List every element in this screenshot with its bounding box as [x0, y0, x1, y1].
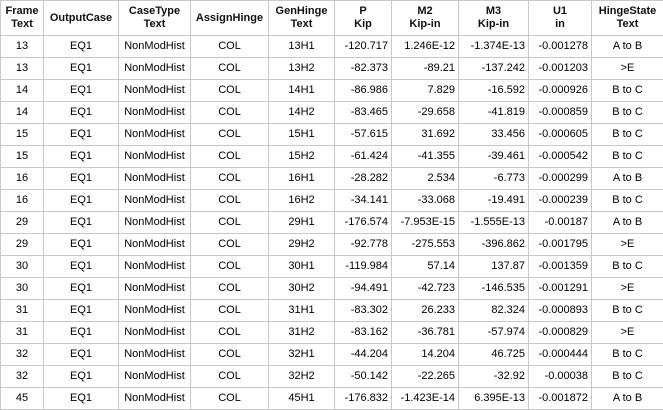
header-unit: Kip-in — [409, 18, 441, 30]
cell-u1[interactable]: -0.00187 — [529, 212, 592, 234]
cell-genhinge[interactable]: 15H2 — [269, 146, 335, 168]
cell-casetype[interactable]: NonModHist — [119, 146, 191, 168]
cell-casetype[interactable]: NonModHist — [119, 102, 191, 124]
header-title: CaseType — [128, 5, 181, 17]
cell-u1[interactable]: -0.000829 — [529, 322, 592, 344]
cell-genhinge[interactable]: 13H2 — [269, 58, 335, 80]
cell-genhinge[interactable]: 29H1 — [269, 212, 335, 234]
cell-outputcase[interactable]: EQ1 — [44, 58, 119, 80]
cell-m3[interactable]: -41.819 — [459, 102, 529, 124]
cell-outputcase[interactable]: EQ1 — [44, 278, 119, 300]
header-unit: Text — [616, 18, 639, 30]
cell-casetype[interactable]: NonModHist — [119, 300, 191, 322]
cell-m3[interactable]: -39.461 — [459, 146, 529, 168]
cell-m2[interactable]: -36.781 — [392, 322, 459, 344]
table-row[interactable] — [1, 58, 663, 80]
cell-hingestate[interactable]: >E — [592, 58, 663, 80]
cell-m3[interactable]: 82.324 — [459, 300, 529, 322]
cell-assignhinge[interactable]: COL — [191, 344, 269, 366]
cell-u1[interactable]: -0.000893 — [529, 300, 592, 322]
cell-casetype[interactable]: NonModHist — [119, 80, 191, 102]
cell-m2[interactable]: -1.423E-14 — [392, 388, 459, 410]
table-row[interactable] — [1, 322, 663, 344]
cell-assignhinge[interactable]: COL — [191, 366, 269, 388]
header-title: P — [359, 5, 367, 17]
cell-hingestate[interactable]: >E — [592, 278, 663, 300]
cell-genhinge[interactable]: 15H1 — [269, 124, 335, 146]
cell-hingestate[interactable]: B to C — [592, 300, 663, 322]
cell-p[interactable]: -61.424 — [335, 146, 392, 168]
cell-hingestate[interactable]: B to C — [592, 366, 663, 388]
header-m2[interactable] — [392, 1, 459, 36]
header-unit: Text — [290, 18, 313, 30]
cell-hingestate[interactable]: B to C — [592, 344, 663, 366]
cell-assignhinge[interactable]: COL — [191, 388, 269, 410]
cell-assignhinge[interactable]: COL — [191, 256, 269, 278]
cell-genhinge[interactable]: 14H2 — [269, 102, 335, 124]
cell-frame[interactable]: 32 — [1, 344, 44, 366]
cell-frame[interactable]: 45 — [1, 388, 44, 410]
cell-frame[interactable]: 16 — [1, 168, 44, 190]
cell-frame[interactable]: 31 — [1, 322, 44, 344]
cell-casetype[interactable]: NonModHist — [119, 168, 191, 190]
cell-p[interactable]: -83.162 — [335, 322, 392, 344]
table-row[interactable] — [1, 80, 663, 102]
cell-casetype[interactable]: NonModHist — [119, 366, 191, 388]
table-row[interactable] — [1, 344, 663, 366]
cell-p[interactable]: -94.491 — [335, 278, 392, 300]
cell-assignhinge[interactable]: COL — [191, 80, 269, 102]
table-body — [1, 36, 663, 410]
cell-m2[interactable]: -41.355 — [392, 146, 459, 168]
cell-hingestate[interactable]: A to B — [592, 36, 663, 58]
cell-m2[interactable]: -42.723 — [392, 278, 459, 300]
cell-genhinge[interactable]: 30H1 — [269, 256, 335, 278]
cell-u1[interactable]: -0.000239 — [529, 190, 592, 212]
cell-outputcase[interactable]: EQ1 — [44, 80, 119, 102]
cell-hingestate[interactable]: A to B — [592, 388, 663, 410]
header-m3[interactable] — [459, 1, 529, 36]
table-row[interactable] — [1, 102, 663, 124]
header-frame[interactable] — [1, 1, 44, 36]
cell-genhinge[interactable]: 13H1 — [269, 36, 335, 58]
cell-m3[interactable]: 137.87 — [459, 256, 529, 278]
cell-hingestate[interactable]: A to B — [592, 168, 663, 190]
cell-p[interactable]: -50.142 — [335, 366, 392, 388]
cell-p[interactable]: -44.204 — [335, 344, 392, 366]
cell-assignhinge[interactable]: COL — [191, 124, 269, 146]
cell-p[interactable]: -176.832 — [335, 388, 392, 410]
header-title: AssignHinge — [195, 11, 264, 24]
cell-hingestate[interactable]: A to B — [592, 212, 663, 234]
cell-u1[interactable]: -0.001359 — [529, 256, 592, 278]
cell-u1[interactable]: -0.000542 — [529, 146, 592, 168]
cell-p[interactable]: -83.465 — [335, 102, 392, 124]
cell-m3[interactable]: -146.535 — [459, 278, 529, 300]
cell-m3[interactable]: -32.92 — [459, 366, 529, 388]
cell-genhinge[interactable]: 31H1 — [269, 300, 335, 322]
cell-m2[interactable]: -275.553 — [392, 234, 459, 256]
header-p[interactable] — [335, 1, 392, 36]
cell-m2[interactable]: 2.534 — [392, 168, 459, 190]
cell-m3[interactable]: -16.592 — [459, 80, 529, 102]
cell-frame[interactable]: 29 — [1, 212, 44, 234]
cell-hingestate[interactable]: >E — [592, 322, 663, 344]
cell-u1[interactable]: -0.000299 — [529, 168, 592, 190]
cell-hingestate[interactable]: B to C — [592, 80, 663, 102]
cell-casetype[interactable]: NonModHist — [119, 256, 191, 278]
cell-u1[interactable]: -0.001278 — [529, 36, 592, 58]
cell-m3[interactable]: 33.456 — [459, 124, 529, 146]
cell-genhinge[interactable]: 30H2 — [269, 278, 335, 300]
cell-outputcase[interactable]: EQ1 — [44, 366, 119, 388]
cell-casetype[interactable]: NonModHist — [119, 322, 191, 344]
header-casetype[interactable] — [119, 1, 191, 36]
cell-outputcase[interactable]: EQ1 — [44, 190, 119, 212]
header-title: M3 — [485, 5, 502, 17]
cell-outputcase[interactable]: EQ1 — [44, 234, 119, 256]
cell-m2[interactable]: -33.068 — [392, 190, 459, 212]
cell-assignhinge[interactable]: COL — [191, 168, 269, 190]
cell-p[interactable]: -176.574 — [335, 212, 392, 234]
cell-m3[interactable]: -57.974 — [459, 322, 529, 344]
table-row[interactable] — [1, 234, 663, 256]
cell-p[interactable]: -57.615 — [335, 124, 392, 146]
cell-genhinge[interactable]: 16H2 — [269, 190, 335, 212]
cell-m3[interactable]: -137.242 — [459, 58, 529, 80]
cell-frame[interactable]: 32 — [1, 366, 44, 388]
cell-outputcase[interactable]: EQ1 — [44, 322, 119, 344]
cell-outputcase[interactable]: EQ1 — [44, 212, 119, 234]
cell-hingestate[interactable]: B to C — [592, 190, 663, 212]
cell-casetype[interactable]: NonModHist — [119, 388, 191, 410]
cell-assignhinge[interactable]: COL — [191, 300, 269, 322]
table-row[interactable] — [1, 256, 663, 278]
cell-p[interactable]: -82.373 — [335, 58, 392, 80]
cell-casetype[interactable]: NonModHist — [119, 36, 191, 58]
cell-genhinge[interactable]: 16H1 — [269, 168, 335, 190]
table-row[interactable] — [1, 190, 663, 212]
cell-outputcase[interactable]: EQ1 — [44, 168, 119, 190]
header-genhinge[interactable] — [269, 1, 335, 36]
table-row[interactable] — [1, 146, 663, 168]
cell-frame[interactable]: 31 — [1, 300, 44, 322]
header-title: GenHinge — [275, 5, 328, 17]
cell-m2[interactable]: -22.265 — [392, 366, 459, 388]
cell-assignhinge[interactable]: COL — [191, 322, 269, 344]
table-row[interactable] — [1, 388, 663, 410]
cell-p[interactable]: -28.282 — [335, 168, 392, 190]
cell-frame[interactable]: 29 — [1, 234, 44, 256]
cell-u1[interactable]: -0.000444 — [529, 344, 592, 366]
cell-p[interactable]: -86.986 — [335, 80, 392, 102]
cell-casetype[interactable]: NonModHist — [119, 278, 191, 300]
cell-assignhinge[interactable]: COL — [191, 58, 269, 80]
cell-m3[interactable]: -1.374E-13 — [459, 36, 529, 58]
cell-m2[interactable]: 26.233 — [392, 300, 459, 322]
header-unit: Text — [11, 18, 33, 30]
cell-m2[interactable]: 14.204 — [392, 344, 459, 366]
cell-frame[interactable]: 30 — [1, 256, 44, 278]
cell-m2[interactable]: -7.953E-15 — [392, 212, 459, 234]
header-title: OutputCase — [49, 11, 113, 24]
cell-m2[interactable]: 57.14 — [392, 256, 459, 278]
header-assignhinge[interactable] — [191, 1, 269, 36]
table-row[interactable] — [1, 212, 663, 234]
cell-u1[interactable]: -0.000926 — [529, 80, 592, 102]
header-unit: in — [555, 18, 565, 30]
cell-u1[interactable]: -0.000859 — [529, 102, 592, 124]
cell-hingestate[interactable]: B to C — [592, 124, 663, 146]
cell-outputcase[interactable]: EQ1 — [44, 344, 119, 366]
cell-m2[interactable]: 1.246E-12 — [392, 36, 459, 58]
cell-hingestate[interactable]: B to C — [592, 146, 663, 168]
header-row — [1, 1, 663, 36]
cell-m3[interactable]: -1.555E-13 — [459, 212, 529, 234]
table-row[interactable] — [1, 366, 663, 388]
cell-p[interactable]: -34.141 — [335, 190, 392, 212]
cell-u1[interactable]: -0.001203 — [529, 58, 592, 80]
table-row[interactable] — [1, 36, 663, 58]
cell-frame[interactable]: 14 — [1, 80, 44, 102]
cell-casetype[interactable]: NonModHist — [119, 344, 191, 366]
cell-u1[interactable]: -0.001795 — [529, 234, 592, 256]
table-row[interactable] — [1, 278, 663, 300]
cell-p[interactable]: -120.717 — [335, 36, 392, 58]
header-outputcase[interactable] — [44, 1, 119, 36]
cell-genhinge[interactable]: 32H1 — [269, 344, 335, 366]
cell-u1[interactable]: -0.001872 — [529, 388, 592, 410]
cell-casetype[interactable]: NonModHist — [119, 190, 191, 212]
cell-frame[interactable]: 13 — [1, 58, 44, 80]
header-title: HingeState — [598, 5, 657, 17]
cell-assignhinge[interactable]: COL — [191, 278, 269, 300]
cell-frame[interactable]: 15 — [1, 146, 44, 168]
cell-frame[interactable]: 13 — [1, 36, 44, 58]
table-row[interactable] — [1, 124, 663, 146]
cell-outputcase[interactable]: EQ1 — [44, 124, 119, 146]
header-title: Frame — [5, 5, 39, 17]
cell-hingestate[interactable]: >E — [592, 234, 663, 256]
cell-m3[interactable]: -396.862 — [459, 234, 529, 256]
cell-frame[interactable]: 14 — [1, 102, 44, 124]
header-hingestate[interactable] — [592, 1, 663, 36]
cell-u1[interactable]: -0.001291 — [529, 278, 592, 300]
cell-outputcase[interactable]: EQ1 — [44, 146, 119, 168]
cell-m2[interactable]: -89.21 — [392, 58, 459, 80]
cell-p[interactable]: -92.778 — [335, 234, 392, 256]
cell-outputcase[interactable]: EQ1 — [44, 102, 119, 124]
cell-outputcase[interactable]: EQ1 — [44, 36, 119, 58]
cell-frame[interactable]: 15 — [1, 124, 44, 146]
cell-frame[interactable]: 30 — [1, 278, 44, 300]
cell-assignhinge[interactable]: COL — [191, 190, 269, 212]
cell-assignhinge[interactable]: COL — [191, 146, 269, 168]
header-title: M2 — [417, 5, 433, 17]
cell-m2[interactable]: 7.829 — [392, 80, 459, 102]
cell-genhinge[interactable]: 32H2 — [269, 366, 335, 388]
cell-m3[interactable]: -6.773 — [459, 168, 529, 190]
header-unit: Text — [143, 18, 166, 30]
cell-outputcase[interactable]: EQ1 — [44, 300, 119, 322]
cell-m2[interactable]: -29.658 — [392, 102, 459, 124]
cell-genhinge[interactable]: 29H2 — [269, 234, 335, 256]
cell-casetype[interactable]: NonModHist — [119, 234, 191, 256]
cell-assignhinge[interactable]: COL — [191, 36, 269, 58]
cell-outputcase[interactable]: EQ1 — [44, 388, 119, 410]
header-title: U1 — [552, 5, 568, 17]
cell-p[interactable]: -119.984 — [335, 256, 392, 278]
cell-u1[interactable]: -0.000605 — [529, 124, 592, 146]
cell-m3[interactable]: 46.725 — [459, 344, 529, 366]
cell-hingestate[interactable]: B to C — [592, 256, 663, 278]
cell-casetype[interactable]: NonModHist — [119, 124, 191, 146]
cell-p[interactable]: -83.302 — [335, 300, 392, 322]
cell-casetype[interactable]: NonModHist — [119, 212, 191, 234]
cell-assignhinge[interactable]: COL — [191, 234, 269, 256]
cell-assignhinge[interactable]: COL — [191, 212, 269, 234]
cell-genhinge[interactable]: 31H2 — [269, 322, 335, 344]
cell-casetype[interactable]: NonModHist — [119, 58, 191, 80]
cell-genhinge[interactable]: 45H1 — [269, 388, 335, 410]
header-unit: Kip-in — [477, 18, 510, 30]
cell-frame[interactable]: 16 — [1, 190, 44, 212]
cell-hingestate[interactable]: B to C — [592, 102, 663, 124]
cell-assignhinge[interactable]: COL — [191, 102, 269, 124]
table-row[interactable] — [1, 168, 663, 190]
cell-m3[interactable]: -19.491 — [459, 190, 529, 212]
cell-genhinge[interactable]: 14H1 — [269, 80, 335, 102]
header-unit: Kip — [354, 18, 372, 30]
cell-m2[interactable]: 31.692 — [392, 124, 459, 146]
cell-outputcase[interactable]: EQ1 — [44, 256, 119, 278]
cell-m3[interactable]: 6.395E-13 — [459, 388, 529, 410]
header-u1[interactable] — [529, 1, 592, 36]
table-row[interactable] — [1, 300, 663, 322]
cell-u1[interactable]: -0.00038 — [529, 366, 592, 388]
